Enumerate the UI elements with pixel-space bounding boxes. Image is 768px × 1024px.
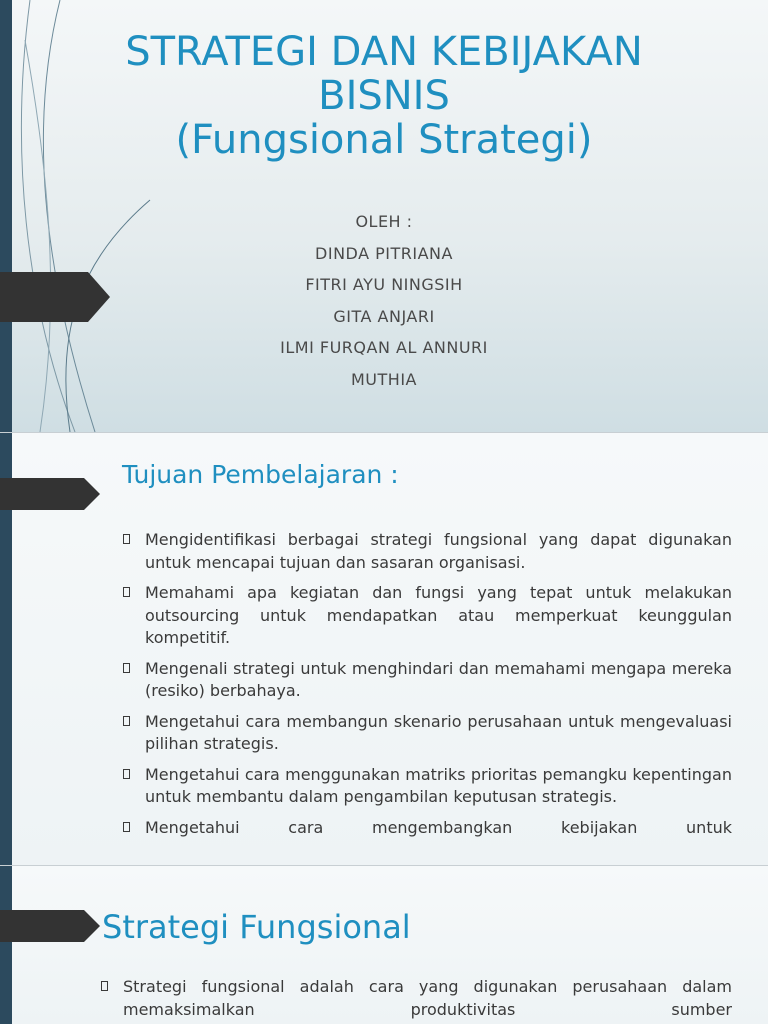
objectives-slide: [0, 433, 768, 865]
left-accent-bar: [0, 866, 12, 1024]
slide-title: [0, 30, 768, 162]
author-line: OLEH :: [355, 212, 413, 231]
section-heading: Tujuan Pembelajaran :: [122, 460, 399, 489]
list-item: Strategi fungsional adalah cara yang digunakan perusahaan dalam memaksimalkan produktivitas sumber: [123, 976, 732, 1021]
list-item: Mengetahui cara membangun skenario perusahaan untuk mengevaluasi pilihan strategis.: [145, 711, 732, 756]
functional-strategy-slide: [0, 866, 768, 1024]
bullet-icon: [123, 534, 130, 544]
bullet-icon: [123, 822, 130, 832]
author-line: ILMI FURQAN AL ANNURI: [280, 338, 488, 357]
title-slide: [0, 0, 768, 432]
author-line: GITA ANJARI: [333, 306, 435, 326]
bullet-icon: [123, 587, 130, 597]
author-line: DINDA PITRIANA: [315, 243, 453, 263]
arrow-shape-icon: [0, 478, 100, 510]
list-item: Mengidentifikasi berbagai strategi fungsional yang dapat digunakan untuk mencapai tujuan dan sasaran organisasi.: [145, 529, 732, 574]
section-heading: Strategi Fungsional: [102, 908, 411, 946]
list-item: Mengetahui cara mengembangkan kebijakan untuk: [145, 817, 732, 840]
author-list: [0, 206, 768, 395]
list-item: Mengetahui cara menggunakan matriks prioritas pemangku kepentingan untuk membantu dalam pengambilan keputusan strategis.: [145, 764, 732, 809]
arrow-shape-icon: [0, 910, 100, 942]
title-line: STRATEGI DAN KEBIJAKAN: [125, 29, 643, 75]
title-line: BISNIS: [318, 73, 450, 119]
list-item: Mengenali strategi untuk menghindari dan memahami mengapa mereka (resiko) berbahaya.: [145, 658, 732, 703]
author-line: MUTHIA: [351, 369, 417, 389]
bullet-icon: [123, 769, 130, 779]
objectives-list: [145, 529, 732, 847]
author-line: FITRI AYU NINGSIH: [305, 275, 463, 294]
bullet-icon: [101, 981, 108, 991]
title-line: (Fungsional Strategi): [175, 117, 593, 163]
bullet-icon: [123, 663, 130, 673]
definition-list: [123, 976, 732, 1024]
bullet-icon: [123, 716, 130, 726]
list-item: Memahami apa kegiatan dan fungsi yang tepat untuk melakukan outsourcing untuk mendapatkan atau memperkuat keunggulan kompetitif.: [145, 582, 732, 650]
